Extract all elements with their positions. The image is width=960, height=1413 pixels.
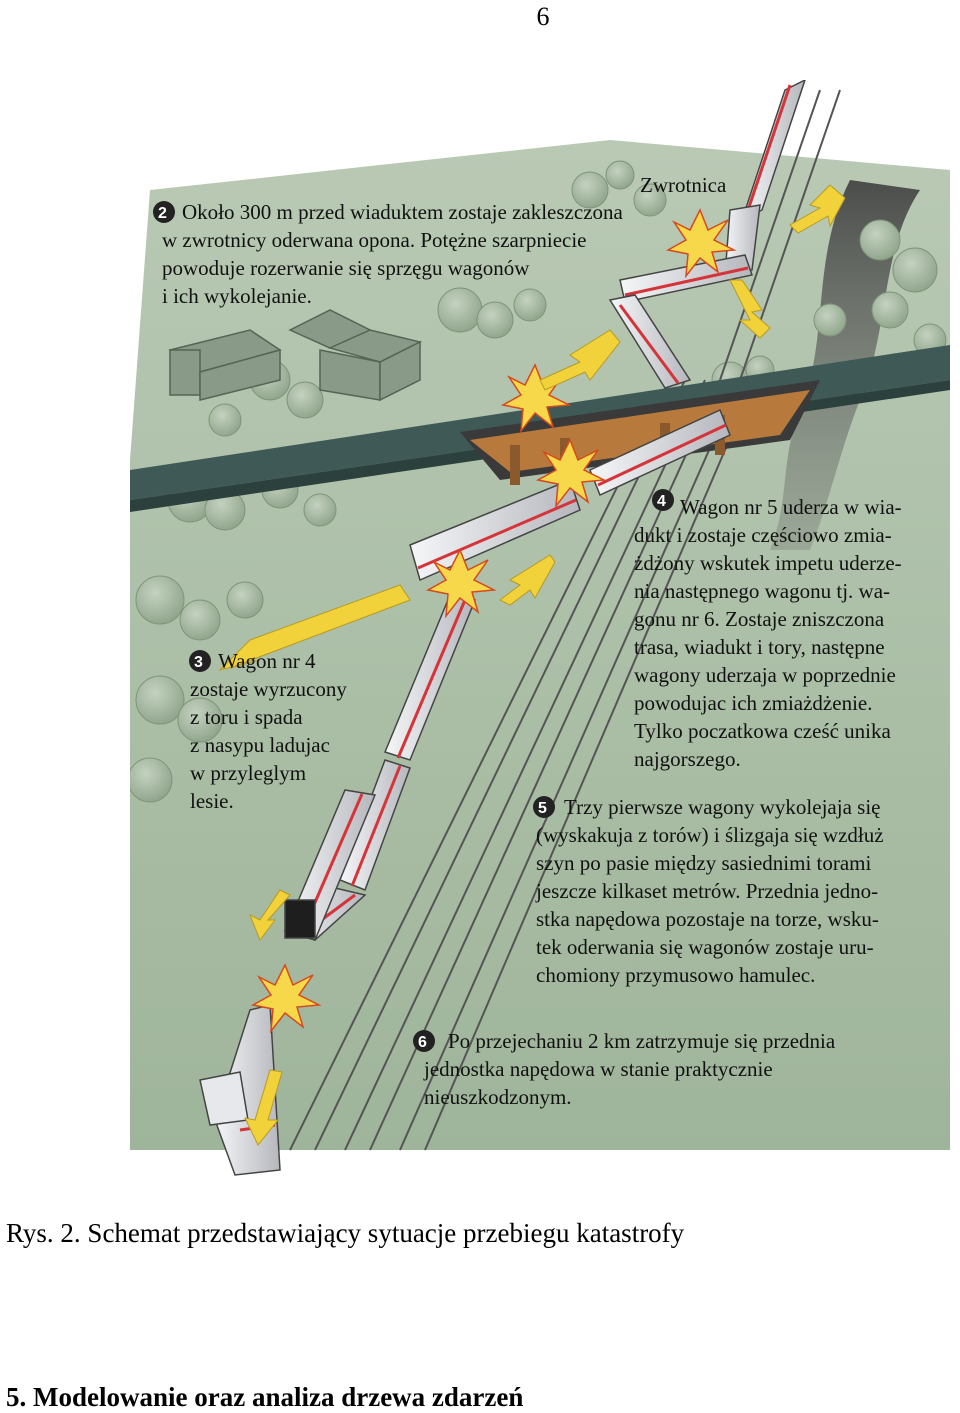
step-4-line-10: najgorszego. xyxy=(634,747,741,771)
step-5-line-7: chomiony przymusowo hamulec. xyxy=(536,963,816,987)
step-4-line-4: nia następnego wagonu tj. wa- xyxy=(634,579,891,603)
step-3-line-6: lesie. xyxy=(190,789,234,813)
step-5-line-2: (wyskakuja z torów) i ślizgaja się wzdłuż xyxy=(536,823,884,847)
step-4-line-5: gonu nr 6. Zostaje zniszczona xyxy=(634,607,885,631)
page-number: 6 xyxy=(536,2,550,31)
step-6-line-2: jednostka napędowa w stanie praktycznie xyxy=(424,1057,773,1081)
step-4-line-1: Wagon nr 5 uderza w wia- xyxy=(680,495,902,519)
step-3-line-3: z toru i spada xyxy=(190,705,303,729)
step-5-badge xyxy=(533,796,555,818)
step-5-line-3: szyn po pasie między sasiednimi torami xyxy=(536,851,872,875)
accident-diagram xyxy=(130,80,950,1220)
step-3-line-5: w przyleglym xyxy=(190,761,307,785)
step-4-line-3: żdżony wskutek impetu uderze- xyxy=(634,551,902,575)
step-6-line-1: Po przejechaniu 2 km zatrzymuje się przednia xyxy=(448,1029,836,1053)
wagon-10-end xyxy=(285,900,315,938)
step-4-line-7: wagony uderzaja w poprzednie xyxy=(634,663,896,687)
step-5-annotation xyxy=(533,795,884,987)
svg-text:5: 5 xyxy=(538,800,547,817)
step-5-line-4: jeszcze kilkaset metrów. Przednia jedno- xyxy=(536,879,879,903)
svg-text:3: 3 xyxy=(194,654,203,671)
step-2-line-2: w zwrotnicy oderwana opona. Potężne szarpniecie xyxy=(162,228,587,252)
step-6-badge xyxy=(413,1030,435,1052)
switch-label: Zwrotnica xyxy=(640,173,727,197)
section-heading: 5. Modelowanie oraz analiza drzewa zdarzeń xyxy=(6,1382,524,1412)
step-4-line-6: trasa, wiadukt i tory, następne xyxy=(634,635,885,659)
step-2-line-1: Około 300 m przed wiaduktem zostaje zakleszczona xyxy=(182,200,623,224)
step-4-annotation xyxy=(634,489,902,771)
figure-caption: Rys. 2. Schemat przedstawiający sytuacje przebiegu katastrofy xyxy=(6,1218,685,1248)
step-5-line-5: stka napędowa pozostaje na torze, wsku- xyxy=(536,907,879,931)
step-4-line-9: Tylko poczatkowa cześć unika xyxy=(634,719,891,743)
svg-text:4: 4 xyxy=(657,493,666,510)
svg-text:2: 2 xyxy=(158,205,167,222)
step-5-line-6: tek oderwania się wagonów zostaje uru- xyxy=(536,935,874,959)
step-2-badge xyxy=(153,201,175,223)
step-4-line-8: powodujac ich zmiażdżenie. xyxy=(634,691,873,715)
step-2-line-4: i ich wykolejanie. xyxy=(162,284,312,308)
step-4-line-2: dukt i zostaje częściowo zmia- xyxy=(634,523,892,547)
step-2-line-3: powoduje rozerwanie się sprzęgu wagonów xyxy=(162,256,530,280)
step-3-line-4: z nasypu ladujac xyxy=(190,733,330,757)
step-3-line-1: Wagon nr 4 xyxy=(218,649,316,673)
step-6-line-3: nieuszkodzonym. xyxy=(424,1085,572,1109)
step-5-line-1: Trzy pierwsze wagony wykolejaja się xyxy=(564,795,881,819)
step-3-line-2: zostaje wyrzucony xyxy=(190,677,347,701)
step-3-badge xyxy=(189,650,211,672)
step-4-badge xyxy=(652,489,674,511)
svg-text:6: 6 xyxy=(418,1034,427,1051)
